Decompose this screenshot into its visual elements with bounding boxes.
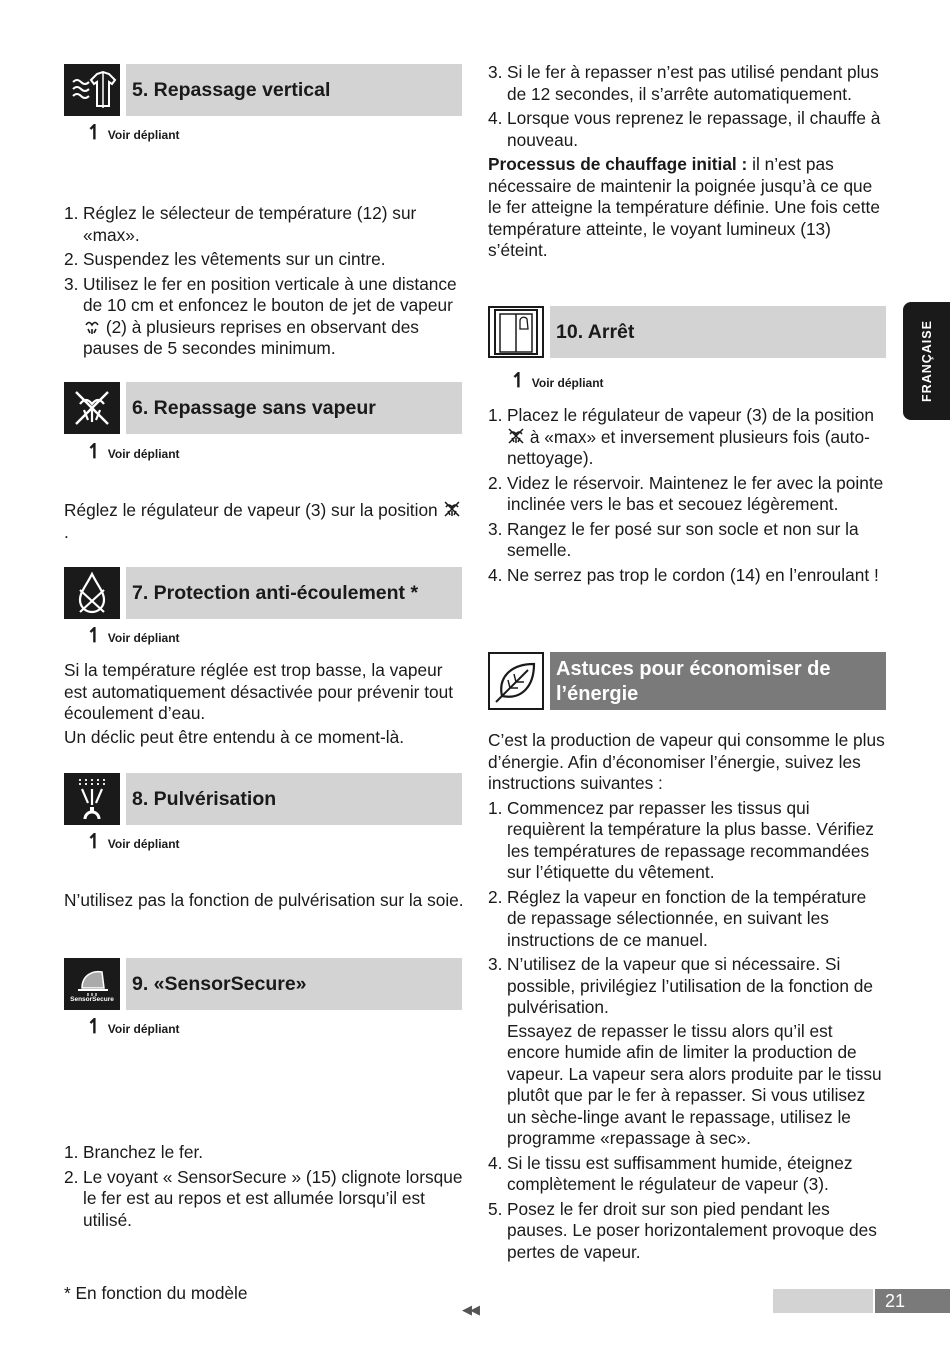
arrow-up-icon: ↿: [86, 625, 103, 647]
arrow-up-icon: ↿: [86, 122, 103, 144]
section-title: 7. Protection anti-écoulement *: [126, 567, 462, 619]
paragraph: Un déclic peut être entendu à ce moment-là.: [64, 726, 405, 747]
section-6-body: Réglez le régulateur de vapeur (3) sur la position .: [64, 500, 464, 543]
voir-label: Voir dépliant: [107, 837, 180, 851]
section-10-header: [488, 306, 886, 358]
list-item: 3. N’utilisez de la vapeur que si nécessaire. Si possible, privilégiez l’utilisation de la fonction de pulvérisation. Essayez de repasser le tissu alors qu’il est encore humide afin de limiter la production de vapeur. La vapeur sera alors produite par le tissu plutôt que par le fer à repasser. Si vous utilisez un sèche-linge avant le repassage, utilisez le programme «repassage à sec».: [488, 954, 888, 1150]
voir-depliant-link[interactable]: [86, 833, 180, 851]
no-steam-icon: [443, 500, 461, 518]
spray-icon: [64, 773, 120, 825]
section-8-header: [64, 773, 462, 825]
list-item: 1. Commencez par repasser les tissus qui requièrent la température la plus basse. Vérifiez les températures de repassage recommandées sur l’étiquette du vêtement.: [488, 797, 874, 882]
section-6-header: [64, 382, 462, 434]
list-item: 4. Si le tissu est suffisamment humide, éteignez complètement le régulateur de vapeur (3).: [488, 1152, 853, 1194]
section-title: Astuces pour économiser de l’énergie: [550, 652, 886, 710]
voir-depliant-link[interactable]: [510, 372, 604, 390]
no-steam-icon: [507, 427, 525, 445]
steam-jet-icon: [83, 317, 101, 335]
voir-label: Voir dépliant: [107, 631, 180, 645]
list-item: 3. Rangez le fer posé sur son socle et non sur la semelle.: [488, 518, 859, 560]
back-arrows-icon: ◀◀: [462, 1302, 478, 1317]
voir-label: Voir dépliant: [107, 128, 180, 142]
iron-cabinet-icon: [488, 306, 544, 358]
list-item: 4. Ne serrez pas trop le cordon (14) en l’enroulant !: [488, 564, 879, 585]
section-7-body: [64, 660, 464, 748]
arrow-up-icon: ↿: [510, 370, 527, 392]
arrow-up-icon: ↿: [86, 831, 103, 853]
list-item: 3. Utilisez le fer en position verticale à une distance de 10 cm et enfoncez le bouton de jet de vapeur (2) à plusieurs reprises en observant des pauses de 5 secondes minimum.: [64, 273, 457, 358]
leaf-icon: [488, 652, 544, 710]
list-item-extra: Essayez de repasser le tissu alors qu’il est encore humide afin de limiter la production de vapeur. La vapeur sera alors produite par le tissu plutôt que par le fer à repasser. Si vous utilisez un sèche-linge avant le repassage, utilisez le programme «repassage à sec».: [507, 1020, 882, 1148]
section-9-continued: [488, 62, 888, 262]
section-7-header: [64, 567, 462, 619]
section-title: 6. Repassage sans vapeur: [126, 382, 462, 434]
list-item: 1. Branchez le fer.: [64, 1142, 204, 1162]
section-title: 8. Pulvérisation: [126, 773, 462, 825]
sensor-secure-icon-text: SensorSecure: [70, 995, 114, 1003]
paragraph: N’utilisez pas la fonction de pulvérisation sur la soie.: [64, 890, 464, 910]
vertical-steam-shirt-icon: [64, 64, 120, 116]
footnote: * En fonction du modèle: [64, 1283, 248, 1303]
no-steam-icon: [64, 382, 120, 434]
language-tab: [903, 302, 950, 420]
voir-depliant-link[interactable]: [86, 124, 180, 142]
energy-section-header: [488, 652, 886, 710]
voir-label: Voir dépliant: [107, 447, 180, 461]
section-9-header: [64, 958, 462, 1010]
sensor-secure-icon: [64, 958, 120, 1010]
list-item: 1. Réglez le sélecteur de température (12) sur «max».: [64, 203, 417, 245]
section-5-body: [64, 203, 464, 363]
paragraph: Si la température réglée est trop basse, la vapeur est automatiquement désactivée pour prévenir tout écoulement d’eau.: [64, 660, 454, 723]
arrow-up-icon: ↿: [86, 441, 103, 463]
section-10-body: [488, 405, 888, 589]
section-9-body: [64, 1142, 464, 1234]
anti-drip-icon: [64, 567, 120, 619]
arrow-up-icon: ↿: [86, 1016, 103, 1038]
page-bar: [773, 1289, 873, 1313]
language-tab-label: FRANÇAISE: [919, 320, 934, 402]
section-5-header: [64, 64, 462, 116]
list-item: 1. Placez le régulateur de vapeur (3) de la position à «max» et inversement plusieurs fois (auto-nettoyage).: [488, 405, 874, 468]
list-item: 3. Si le fer à repasser n’est pas utilisé pendant plus de 12 secondes, il s’arrête automatiquement.: [488, 62, 879, 104]
page-number: 21: [875, 1289, 950, 1313]
section-title: 9. «SensorSecure»: [126, 958, 462, 1010]
paragraph: C’est la production de vapeur qui consomme le plus d’énergie. Afin d’économiser l’énergie, suivez les instructions suivantes :: [488, 730, 885, 793]
section-title: 10. Arrêt: [550, 306, 886, 358]
voir-depliant-link[interactable]: [86, 443, 180, 461]
section-8-body: [64, 890, 464, 912]
energy-section-body: [488, 730, 888, 1266]
list-item: 2. Le voyant « SensorSecure » (15) clignote lorsque le fer est au repos et est allumée lorsqu’il est utilisé.: [64, 1166, 463, 1230]
voir-depliant-link[interactable]: [86, 1018, 180, 1036]
list-item: 2. Videz le réservoir. Maintenez le fer avec la pointe inclinée vers le bas et secouez légèrement.: [488, 472, 884, 514]
voir-label: Voir dépliant: [531, 376, 604, 390]
list-item: 4. Lorsque vous reprenez le repassage, il chauffe à nouveau.: [488, 108, 881, 150]
list-item: 2. Suspendez les vêtements sur un cintre.: [64, 249, 386, 269]
list-item: 5. Posez le fer droit sur son pied pendant les pauses. Le poser horizontalement provoque des pertes de vapeur.: [488, 1198, 877, 1262]
initial-heating-paragraph: Processus de chauffage initial : il n’est pas nécessaire de maintenir la poignée jusqu’à ce que le fer atteigne la température définie. Une fois cette température atteinte, le voyant lumineux (13) s’éteint.: [488, 154, 880, 260]
voir-depliant-link[interactable]: [86, 627, 180, 645]
section-title: 5. Repassage vertical: [126, 64, 462, 116]
list-item: 2. Réglez la vapeur en fonction de la température de repassage sélectionnée, en suivant les instructions de ce manuel.: [488, 886, 867, 950]
voir-label: Voir dépliant: [107, 1022, 180, 1036]
